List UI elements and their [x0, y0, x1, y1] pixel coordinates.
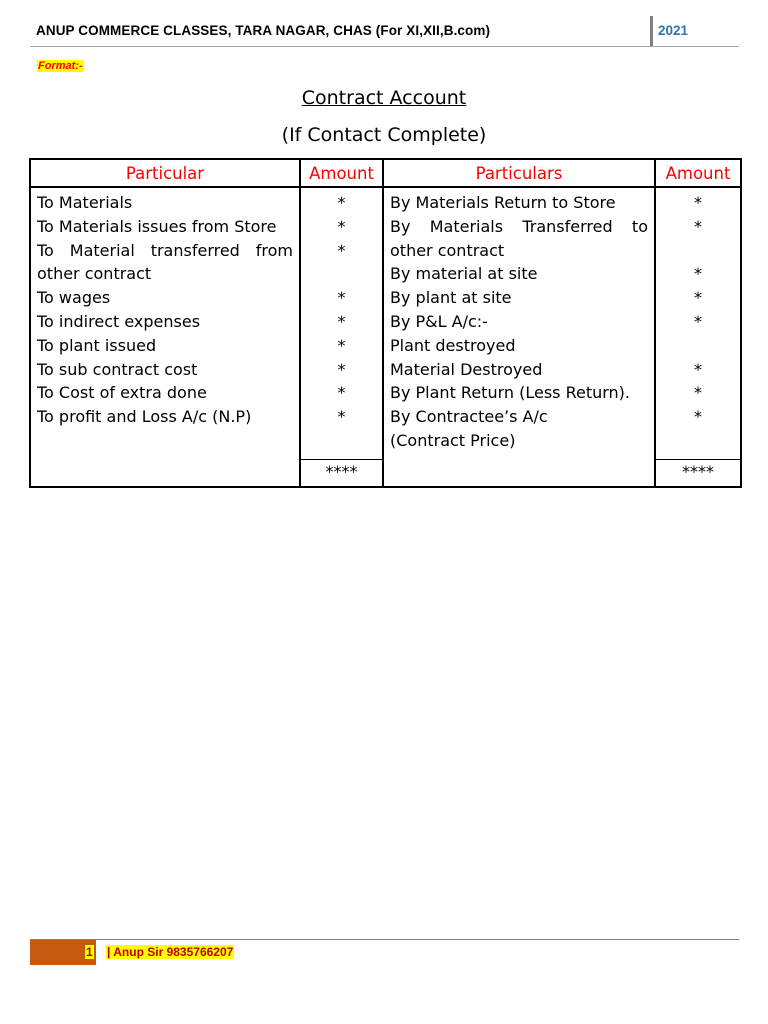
list-item: By Materials Transferred to other contract — [390, 216, 648, 260]
header-left-particular: Particular — [30, 159, 300, 187]
amount-value: * — [694, 216, 702, 236]
left-amounts-cell — [300, 187, 383, 459]
header-left-amount: Amount — [300, 159, 383, 187]
amount-value: * — [694, 311, 702, 331]
right-amounts-cell — [655, 187, 741, 459]
amount-value: * — [694, 359, 702, 379]
contract-account-table — [29, 158, 742, 488]
list-item: To sub contract cost — [37, 359, 198, 379]
list-item: By Plant Return (Less Return). — [390, 383, 631, 403]
list-item: Plant destroyed — [390, 335, 516, 355]
header-title: ANUP COMMERCE CLASSES, TARA NAGAR, CHAS (For XI,XII,B.com) — [36, 23, 491, 38]
right-particulars-cell — [383, 187, 655, 459]
list-item: By material at site — [390, 264, 538, 284]
amount-value: * — [337, 240, 346, 260]
header-divider — [650, 16, 653, 46]
amount-value: * — [694, 383, 702, 403]
footer-author: | Anup Sir 9835766207 — [107, 945, 234, 959]
list-item: By P&L A/c:- — [390, 311, 488, 331]
list-item: To Materials — [37, 193, 133, 212]
amount-value: * — [337, 407, 346, 427]
list-item: To wages — [37, 288, 111, 308]
list-item: To profit and Loss A/c (N.P) — [37, 407, 252, 427]
header-right-amount: Amount — [655, 159, 741, 187]
list-item: To Cost of extra done — [37, 383, 207, 403]
right-total: **** — [655, 459, 741, 487]
page-header — [30, 14, 739, 47]
format-label: Format:- — [38, 60, 83, 72]
left-particulars-cell — [30, 187, 300, 459]
left-total: **** — [300, 459, 383, 487]
amount-value: * — [337, 359, 346, 379]
table-total-row — [30, 459, 741, 487]
list-item: To Material transferred from other contract — [37, 240, 293, 284]
amount-value: * — [337, 311, 346, 331]
amount-value: * — [337, 288, 346, 308]
list-item: Material Destroyed — [390, 359, 543, 379]
document-title: Contract Account — [301, 87, 467, 109]
amount-value: * — [337, 193, 346, 212]
list-item: By Materials Return to Store — [390, 193, 616, 212]
list-item: To plant issued — [37, 335, 157, 355]
table-body-row — [30, 187, 741, 459]
list-item: To indirect expenses — [37, 311, 201, 331]
page-number: 1 — [86, 945, 93, 959]
header-year: 2021 — [658, 23, 689, 38]
amount-value: * — [337, 216, 346, 236]
document-subtitle: (If Contact Complete) — [281, 124, 487, 146]
list-item: To Materials issues from Store — [37, 216, 277, 236]
amount-value: * — [337, 383, 346, 403]
footer-divider — [30, 939, 739, 940]
amount-value — [656, 334, 740, 358]
amount-value: * — [694, 193, 702, 212]
amount-value: * — [694, 407, 702, 427]
table-header-row — [30, 159, 741, 187]
amount-value: * — [337, 335, 346, 355]
list-item: By Contractee’s A/c (Contract Price) — [390, 407, 548, 450]
amount-value: * — [694, 264, 702, 284]
amount-value: * — [694, 288, 702, 308]
list-item: By plant at site — [390, 288, 512, 308]
header-right-particular: Particulars — [383, 159, 655, 187]
